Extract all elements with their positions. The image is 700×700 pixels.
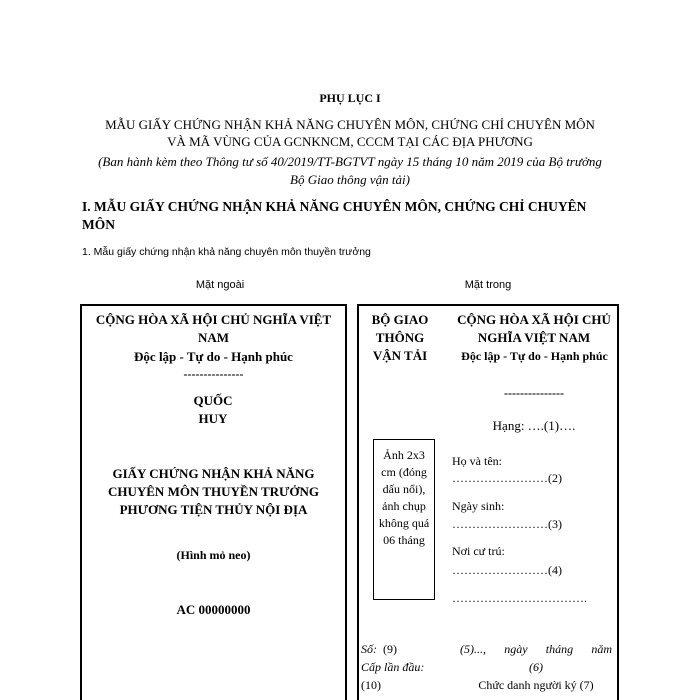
number-label: Số:: [361, 642, 377, 656]
photo-note: Ảnh 2x3 cm (đóng dấu nổi), ảnh chụp không quá 06 tháng: [378, 448, 430, 547]
inner-ministry: BỘ GIAO THÔNG VẬN TẢI: [371, 312, 429, 363]
issued-line1: (Ban hành kèm theo Thông tư số 40/2019/TT-BGTVT ngày 15 tháng 10 năm 2019 của Bộ trưởng: [98, 154, 602, 169]
anchor-note: (Hình mỏ neo): [176, 548, 251, 562]
main-title-line2: VÀ MÃ VÙNG CỦA GCNKNCM, CCCM TẠI CÁC ĐỊA PHƯƠNG: [167, 134, 533, 149]
dob-label: Ngày sinh:: [452, 499, 505, 513]
national-emblem-placeholder: QUỐC HUY: [193, 393, 233, 426]
residence-field-line2: …………………………….: [452, 591, 587, 605]
serial-number: AC 00000000: [176, 602, 251, 617]
name-label: Họ và tên:: [452, 454, 502, 468]
outside-face-label: Mặt ngoài: [195, 279, 245, 291]
outer-motto: Độc lập - Tự do - Hạnh phúc: [134, 349, 293, 364]
inner-motto: Độc lập - Tự do - Hạnh phúc: [461, 349, 608, 363]
outer-certificate-title: GIẤY CHỨNG NHẬN KHẢ NĂNG CHUYÊN MÔN THUYỀN TRƯỞNG PHƯƠNG TIỆN THỦY NỘI ĐỊA: [107, 466, 320, 517]
name-field: ……………………(2): [452, 471, 562, 485]
rank-field: Hạng: ….(1)….: [492, 418, 576, 433]
section-heading: I. MẪU GIẤY CHỨNG NHẬN KHẢ NĂNG CHUYÊN MÔN, CHỨNG CHỈ CHUYÊN MÔN: [82, 199, 587, 232]
number-value: (9): [383, 642, 397, 656]
dob-field: ……………………(3): [452, 517, 562, 531]
outer-country: CỘNG HÒA XÃ HỘI CHỦ NGHĨA VIỆT NAM: [95, 312, 332, 345]
appendix-title: PHỤ LỤC I: [319, 91, 381, 105]
inside-face-label: Mặt trong: [464, 279, 512, 291]
first-issue-label: Cấp lần đầu:: [361, 660, 425, 674]
outer-divider: ---------------: [183, 367, 244, 381]
residence-field: ……………………(4): [452, 563, 562, 577]
issue-date-place: (5)..., ngày tháng năm: [460, 642, 612, 656]
item-1-label: 1. Mẫu giấy chứng nhận khả năng chuyên môn thuyền trưởng: [82, 246, 371, 258]
issue-date-number: (6): [529, 660, 543, 674]
first-issue-value: (10): [361, 678, 381, 692]
inner-country: CỘNG HÒA XÃ HỘI CHỦ NGHĨA VIỆT NAM: [457, 312, 611, 345]
inner-divider: ---------------: [504, 386, 564, 400]
main-title-line1: MẪU GIẤY CHỨNG NHẬN KHẢ NĂNG CHUYÊN MÔN, CHỨNG CHỈ CHUYÊN MÔN: [105, 117, 595, 132]
issued-line2: Bộ Giao thông vận tải): [290, 172, 410, 187]
signer-title: Chức danh người ký (7): [478, 678, 594, 692]
residence-label: Nơi cư trú:: [452, 544, 505, 558]
